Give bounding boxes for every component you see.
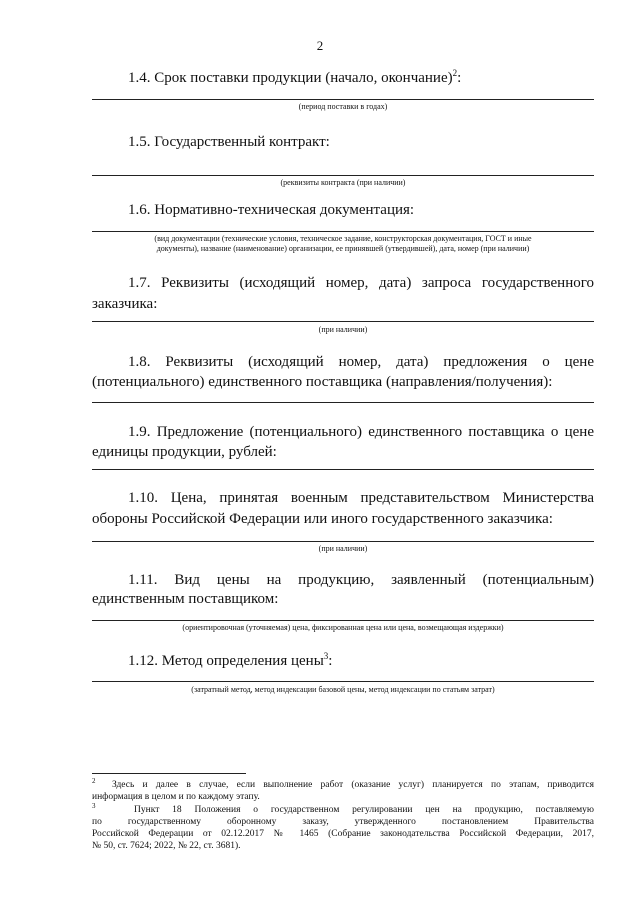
section-1-5-caption: (реквизиты контракта (при наличии): [280, 178, 406, 187]
section-1-10-heading-line2: обороны Российской Федерации или иного государственного заказчика:: [92, 511, 553, 527]
section-1-4-caption: (период поставки в годах): [298, 102, 388, 111]
section-1-7-heading-line1: 1.7. Реквизиты (исходящий номер, дата) запроса государственного: [128, 275, 594, 291]
section-1-10-fill-line: [92, 541, 594, 542]
section-1-11-fill-line: [92, 620, 594, 621]
section-1-4-fill-line: [92, 99, 594, 100]
section-1-11-heading-line2: единственным поставщиком:: [92, 591, 279, 607]
section-1-7-heading-line2: заказчика:: [92, 296, 158, 312]
section-1-6-heading: 1.6. Нормативно-техническая документация:: [128, 202, 415, 218]
footnote-separator: [92, 773, 246, 774]
footnote-ref-2: 2: [452, 68, 458, 78]
section-1-11-caption: (ориентировочная (уточняемая) цена, фиксированная цена или цена, возмещающая издержки): [182, 623, 504, 632]
section-1-7-fill-line: [92, 321, 594, 322]
section-1-9-heading-line2: единицы продукции, рублей:: [92, 444, 277, 460]
footnote-2-mark: 2: [92, 776, 96, 785]
section-1-5-heading: 1.5. Государственный контракт:: [128, 134, 330, 150]
footnote-3-mark: 3: [92, 801, 96, 810]
section-1-10-caption: (при наличии): [318, 544, 368, 553]
footnote-3-line4: № 50, ст. 7624; 2022, № 22, ст. 3681).: [92, 841, 241, 851]
section-1-5-fill-line: [92, 175, 594, 176]
footnote-ref-3: 3: [323, 651, 329, 661]
section-1-10-heading-line1: 1.10. Цена, принятая военным представительством Министерства: [128, 490, 594, 506]
section-1-8-fill-line: [92, 402, 594, 403]
page-number: 2: [316, 38, 324, 53]
section-1-6-fill-line: [92, 231, 594, 232]
section-1-11-heading-line1: 1.11. Вид цены на продукцию, заявленный (потенциальным): [128, 572, 594, 588]
section-1-6-caption-line1: (вид документации (технические условия, техническое задание, конструкторская документация, ГОСТ и иные: [154, 234, 532, 243]
section-1-9-fill-line: [92, 469, 594, 470]
section-1-8-heading-line1: 1.8. Реквизиты (исходящий номер, дата) предложения о цене: [128, 354, 594, 370]
section-1-7-caption: (при наличии): [318, 325, 368, 334]
section-1-12-caption: (затратный метод, метод индексации базовой цены, метод индексации по статьям затрат): [191, 685, 495, 694]
section-1-6-caption-line2: документы), название (наименование) организации, ее принявшей (утвердившей), дата, номер (при наличии): [156, 244, 530, 253]
section-1-12-heading: 1.12. Метод определения цены$^3$:: [128, 651, 333, 669]
footnote-2-line1: $^2$ Здесь и далее в случае, если выполнение работ (оказание услуг) планируется по этапам, приводится: [92, 776, 594, 790]
footnote-3-line3: Российской Федерации от 02.12.2017 № 1465 (Собрание законодательства Российской Федерации, 2017,: [92, 829, 594, 839]
section-1-12-fill-line: [92, 681, 594, 682]
footnote-3-line1: $^3$ Пункт 18 Положения о государственном регулировании цен на продукцию, поставляемую: [92, 801, 594, 815]
section-1-9-heading-line1: 1.9. Предложение (потенциального) единственного поставщика о цене: [128, 424, 594, 440]
footnote-3-line2: по государственному оборонному заказу, утвержденного постановлением Правительства: [92, 817, 594, 827]
section-1-8-heading-line2: (потенциального) единственного поставщика (направления/получения):: [92, 374, 553, 390]
section-1-4-heading: 1.4. Срок поставки продукции (начало, окончание)$^2$:: [128, 68, 462, 86]
footnote-2-line2: информация в целом и по каждому этапу.: [92, 792, 260, 802]
